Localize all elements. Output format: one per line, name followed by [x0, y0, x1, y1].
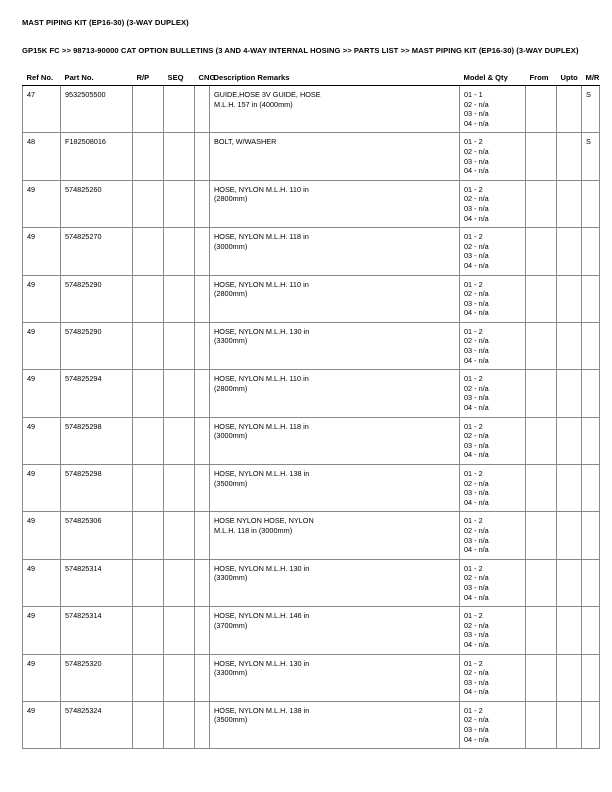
cell-description-line: HOSE, NYLON M.L.H. 146 in [214, 611, 310, 621]
cell-description-line: (3500mm) [214, 478, 248, 488]
cell-description-line: M.L.H. 157 in (4000mm) [214, 99, 293, 109]
cell-model-qty-line: 01 - 2 [464, 421, 483, 431]
cell-upto [557, 275, 582, 322]
cell-description-line: (2800mm) [214, 289, 248, 299]
cell-model-qty-line: 04 - n/a [464, 639, 489, 649]
cell-model-qty-line: 01 - 2 [464, 705, 483, 715]
cell-model-qty [460, 228, 526, 275]
cell-rp [133, 465, 164, 512]
cell-model-qty-line: 02 - n/a [464, 668, 489, 678]
cell-part-no: 574825314 [61, 607, 133, 654]
cell-ref-no: 49 [23, 180, 61, 227]
cell-from [526, 512, 557, 559]
cell-cng [195, 86, 210, 133]
cell-upto [557, 322, 582, 369]
cell-model-qty-line: 04 - n/a [464, 545, 489, 555]
cell-model-qty [460, 275, 526, 322]
cell-model-qty-line: 01 - 2 [464, 184, 483, 194]
cell-description-line: (3300mm) [214, 573, 248, 583]
cell-cng [195, 607, 210, 654]
cell-description-line: (3300mm) [214, 668, 248, 678]
cell-mr [582, 275, 600, 322]
cell-from [526, 180, 557, 227]
cell-model-qty-line: 04 - n/a [464, 308, 489, 318]
cell-description [210, 275, 460, 322]
cell-upto [557, 86, 582, 133]
cell-model-qty [460, 512, 526, 559]
parts-table-header [23, 73, 600, 86]
cell-model-qty-line: 04 - n/a [464, 450, 489, 460]
cell-cng [195, 275, 210, 322]
cell-model-qty [460, 607, 526, 654]
cell-part-no: 574825314 [61, 559, 133, 606]
parts-table-body [23, 86, 600, 749]
cell-ref-no: 49 [23, 607, 61, 654]
table-row [23, 512, 600, 559]
cell-mr [582, 180, 600, 227]
table-row [23, 417, 600, 464]
cell-upto [557, 512, 582, 559]
cell-ref-no: 49 [23, 701, 61, 748]
column-header-desc: Description Remarks [213, 73, 290, 82]
table-row [23, 180, 600, 227]
cell-description-line: (2800mm) [214, 383, 248, 393]
cell-ref-no: 49 [23, 654, 61, 701]
cell-model-qty-line: 01 - 2 [464, 611, 483, 621]
cell-description-line: (2800mm) [214, 194, 248, 204]
column-header-rp: R/P [136, 73, 150, 82]
cell-seq [164, 322, 195, 369]
cell-ref-no: 47 [23, 86, 61, 133]
cell-ref-no: 49 [23, 465, 61, 512]
cell-mr [582, 701, 600, 748]
cell-model-qty-line: 01 - 2 [464, 374, 483, 384]
cell-description [210, 512, 460, 559]
parts-table-container [22, 73, 600, 749]
cell-upto [557, 370, 582, 417]
cell-mr [582, 465, 600, 512]
cell-cng [195, 654, 210, 701]
cell-cng [195, 322, 210, 369]
cell-model-qty-line: 03 - n/a [464, 630, 489, 640]
cell-model-qty-line: 03 - n/a [464, 488, 489, 498]
cell-description-line: GUIDE,HOSE 3V GUIDE, HOSE [214, 90, 321, 99]
cell-model-qty-line: 04 - n/a [464, 497, 489, 507]
cell-seq [164, 465, 195, 512]
cell-from [526, 559, 557, 606]
cell-description [210, 701, 460, 748]
cell-model-qty [460, 654, 526, 701]
cell-part-no: 574825260 [61, 180, 133, 227]
column-header-mr: M/R [585, 73, 600, 82]
cell-model-qty-line: 01 - 2 [464, 563, 483, 573]
cell-cng [195, 133, 210, 180]
cell-seq [164, 559, 195, 606]
cell-model-qty-line: 02 - n/a [464, 620, 489, 630]
cell-description-line: BOLT, W/WASHER [214, 137, 277, 147]
page-bottom-clip [0, 760, 612, 792]
cell-model-qty-line: 03 - n/a [464, 156, 489, 166]
cell-from [526, 417, 557, 464]
cell-rp [133, 275, 164, 322]
cell-from [526, 322, 557, 369]
cell-seq [164, 180, 195, 227]
cell-model-qty [460, 559, 526, 606]
cell-rp [133, 370, 164, 417]
cell-model-qty-line: 02 - n/a [464, 194, 489, 204]
cell-part-no: 574825306 [61, 512, 133, 559]
cell-ref-no: 49 [23, 228, 61, 275]
cell-model-qty-line: 03 - n/a [464, 298, 489, 308]
cell-model-qty-line: 02 - n/a [464, 431, 489, 441]
cell-model-qty-line: 03 - n/a [464, 440, 489, 450]
cell-from [526, 86, 557, 133]
cell-mr [582, 322, 600, 369]
cell-part-no: 574825324 [61, 701, 133, 748]
cell-part-no: F182508016 [61, 133, 133, 180]
cell-model-qty-line: 03 - n/a [464, 535, 489, 545]
cell-description-line: HOSE, NYLON M.L.H. 138 in [214, 469, 310, 478]
cell-model-qty-line: 02 - n/a [464, 289, 489, 299]
cell-seq [164, 417, 195, 464]
table-row [23, 370, 600, 417]
cell-cng [195, 228, 210, 275]
cell-description-line: HOSE NYLON HOSE, NYLON [214, 516, 314, 526]
cell-model-qty-line: 03 - n/a [464, 582, 489, 592]
cell-description-line: (3300mm) [214, 336, 248, 346]
table-row [23, 275, 600, 322]
cell-model-qty-line: 01 - 2 [464, 326, 483, 336]
cell-model-qty [460, 133, 526, 180]
cell-model-qty-line: 03 - n/a [464, 346, 489, 356]
cell-model-qty-line: 01 - 2 [464, 658, 483, 668]
cell-model-qty [460, 370, 526, 417]
cell-part-no: 574825290 [61, 275, 133, 322]
cell-model-qty-line: 04 - n/a [464, 213, 489, 223]
cell-part-no: 574825290 [61, 322, 133, 369]
cell-model-qty-line: 03 - n/a [464, 677, 489, 687]
column-header-from: From [529, 73, 549, 82]
cell-seq [164, 370, 195, 417]
cell-description-line: HOSE, NYLON M.L.H. 130 in [214, 658, 310, 668]
cell-model-qty-line: 01 - 1 [464, 90, 483, 99]
cell-upto [557, 607, 582, 654]
cell-from [526, 607, 557, 654]
cell-seq [164, 607, 195, 654]
cell-from [526, 654, 557, 701]
cell-ref-no: 49 [23, 275, 61, 322]
cell-rp [133, 86, 164, 133]
cell-description [210, 417, 460, 464]
cell-part-no: 574825294 [61, 370, 133, 417]
cell-cng [195, 465, 210, 512]
cell-upto [557, 701, 582, 748]
cell-from [526, 701, 557, 748]
cell-description-line: HOSE, NYLON M.L.H. 110 in [214, 374, 309, 384]
cell-part-no: 574825320 [61, 654, 133, 701]
cell-model-qty-line: 04 - n/a [464, 355, 489, 365]
cell-model-qty-line: 04 - n/a [464, 166, 489, 176]
cell-mr: S [582, 133, 600, 180]
cell-description [210, 180, 460, 227]
cell-cng [195, 180, 210, 227]
cell-cng [195, 559, 210, 606]
cell-cng [195, 417, 210, 464]
cell-model-qty-line: 01 - 2 [464, 516, 483, 526]
cell-description [210, 465, 460, 512]
cell-description [210, 228, 460, 275]
cell-model-qty-line: 02 - n/a [464, 478, 489, 488]
table-row [23, 607, 600, 654]
cell-description-line: (3000mm) [214, 431, 248, 441]
cell-rp [133, 133, 164, 180]
cell-model-qty-line: 02 - n/a [464, 383, 489, 393]
cell-cng [195, 370, 210, 417]
cell-model-qty [460, 180, 526, 227]
cell-model-qty-line: 04 - n/a [464, 403, 489, 413]
cell-model-qty-line: 02 - n/a [464, 146, 489, 156]
cell-from [526, 465, 557, 512]
cell-model-qty [460, 86, 526, 133]
table-row [23, 86, 600, 133]
cell-description-line: HOSE, NYLON M.L.H. 110 in [214, 184, 309, 194]
column-header-ref: Ref No. [26, 73, 54, 82]
cell-description [210, 86, 460, 133]
cell-mr [582, 607, 600, 654]
cell-upto [557, 228, 582, 275]
cell-model-qty-line: 02 - n/a [464, 336, 489, 346]
table-row [23, 465, 600, 512]
table-row [23, 322, 600, 369]
cell-part-no: 574825298 [61, 465, 133, 512]
cell-upto [557, 559, 582, 606]
cell-part-no: 574825298 [61, 417, 133, 464]
cell-mr [582, 559, 600, 606]
cell-model-qty-line: 01 - 2 [464, 232, 483, 242]
cell-description-line: HOSE, NYLON M.L.H. 138 in [214, 705, 310, 715]
column-header-part: Part No. [64, 73, 94, 82]
column-header-cng: CNG [198, 73, 216, 82]
cell-model-qty [460, 417, 526, 464]
cell-seq [164, 512, 195, 559]
cell-description-line: HOSE, NYLON M.L.H. 110 in [214, 279, 309, 289]
cell-seq [164, 275, 195, 322]
cell-description [210, 133, 460, 180]
cell-model-qty-line: 01 - 2 [464, 279, 483, 289]
cell-rp [133, 180, 164, 227]
cell-rp [133, 322, 164, 369]
cell-model-qty-line: 04 - n/a [464, 118, 489, 128]
cell-model-qty-line: 03 - n/a [464, 393, 489, 403]
cell-cng [195, 512, 210, 559]
cell-ref-no: 49 [23, 322, 61, 369]
cell-from [526, 275, 557, 322]
cell-rp [133, 512, 164, 559]
cell-part-no: 574825270 [61, 228, 133, 275]
cell-part-no: 9532505500 [61, 86, 133, 133]
cell-model-qty-line: 02 - n/a [464, 241, 489, 251]
cell-model-qty-line: 03 - n/a [464, 203, 489, 213]
cell-rp [133, 559, 164, 606]
parts-table [22, 73, 600, 749]
cell-mr [582, 512, 600, 559]
cell-description [210, 559, 460, 606]
header-row [23, 73, 600, 85]
cell-mr [582, 370, 600, 417]
cell-description-line: HOSE, NYLON M.L.H. 130 in [214, 563, 310, 573]
cell-from [526, 370, 557, 417]
table-row [23, 228, 600, 275]
column-header-model: Model & Qty [463, 73, 508, 82]
cell-ref-no: 49 [23, 417, 61, 464]
cell-rp [133, 417, 164, 464]
column-header-upto: Upto [560, 73, 578, 82]
cell-model-qty-line: 02 - n/a [464, 573, 489, 583]
cell-model-qty-line: 03 - n/a [464, 251, 489, 261]
cell-model-qty [460, 701, 526, 748]
cell-ref-no: 49 [23, 559, 61, 606]
table-row [23, 559, 600, 606]
cell-upto [557, 133, 582, 180]
cell-upto [557, 465, 582, 512]
cell-cng [195, 701, 210, 748]
cell-mr [582, 417, 600, 464]
cell-from [526, 133, 557, 180]
cell-seq [164, 86, 195, 133]
cell-description-line: (3500mm) [214, 715, 248, 725]
cell-model-qty-line: 03 - n/a [464, 725, 489, 735]
cell-model-qty-line: 01 - 2 [464, 137, 483, 147]
cell-model-qty-line: 02 - n/a [464, 715, 489, 725]
cell-upto [557, 417, 582, 464]
cell-rp [133, 701, 164, 748]
cell-model-qty-line: 02 - n/a [464, 99, 489, 109]
cell-mr [582, 654, 600, 701]
cell-model-qty-line: 02 - n/a [464, 525, 489, 535]
cell-model-qty-line: 04 - n/a [464, 687, 489, 697]
cell-upto [557, 654, 582, 701]
cell-upto [557, 180, 582, 227]
cell-model-qty-line: 04 - n/a [464, 592, 489, 602]
breadcrumb: GP15K FC >> 98713-90000 CAT OPTION BULLETINS (3 AND 4-WAY INTERNAL HOSING >> PARTS LIST >> MAST PIPING KIT (EP16-30) (3-WAY DUPLEX) [22, 46, 579, 55]
table-row [23, 654, 600, 701]
cell-seq [164, 228, 195, 275]
table-row [23, 133, 600, 180]
cell-rp [133, 228, 164, 275]
cell-description-line: (3700mm) [214, 620, 248, 630]
cell-mr [582, 228, 600, 275]
cell-model-qty-line: 03 - n/a [464, 109, 489, 119]
cell-model-qty-line: 01 - 2 [464, 469, 483, 478]
cell-ref-no: 49 [23, 512, 61, 559]
cell-model-qty [460, 465, 526, 512]
cell-description [210, 370, 460, 417]
cell-description-line: (3000mm) [214, 241, 248, 251]
cell-description-line: HOSE, NYLON M.L.H. 130 in [214, 326, 310, 336]
cell-model-qty-line: 04 - n/a [464, 260, 489, 270]
cell-rp [133, 654, 164, 701]
page-title: MAST PIPING KIT (EP16-30) (3-WAY DUPLEX) [22, 18, 189, 27]
cell-description-line: HOSE, NYLON M.L.H. 118 in [214, 232, 309, 242]
cell-rp [133, 607, 164, 654]
table-row [23, 701, 600, 748]
column-header-seq: SEQ [167, 73, 184, 82]
cell-description [210, 654, 460, 701]
cell-from [526, 228, 557, 275]
cell-seq [164, 133, 195, 180]
cell-model-qty [460, 322, 526, 369]
cell-description [210, 607, 460, 654]
cell-model-qty-line: 04 - n/a [464, 734, 489, 744]
cell-ref-no: 48 [23, 133, 61, 180]
cell-seq [164, 654, 195, 701]
cell-seq [164, 701, 195, 748]
cell-description-line: HOSE, NYLON M.L.H. 118 in [214, 421, 309, 431]
cell-description [210, 322, 460, 369]
cell-mr: S [582, 86, 600, 133]
cell-description-line: M.L.H. 118 in (3000mm) [214, 525, 293, 535]
cell-ref-no: 49 [23, 370, 61, 417]
